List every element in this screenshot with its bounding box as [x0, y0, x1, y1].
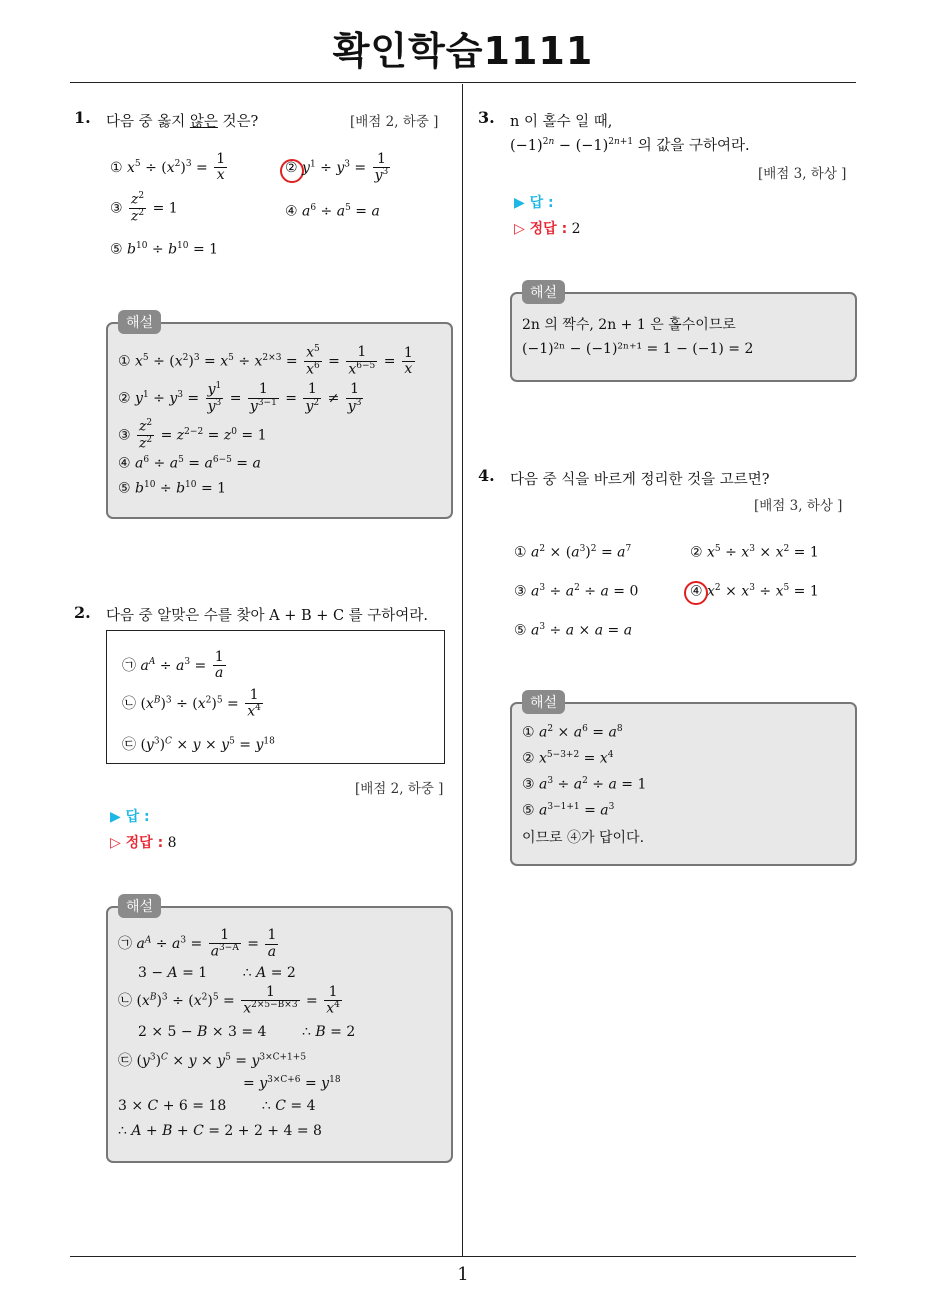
q3-question-line-2: $(-1)^{2n} - (-1)^{2n+1}$ 의 값을 구하여라. — [510, 137, 750, 154]
q2-meta: [배점 2, 하중 ] — [355, 781, 444, 797]
top-rule — [70, 82, 856, 83]
q1-option-3: ③ $\frac{z^2}{z^2}$ = 1 — [110, 191, 178, 225]
q2-question: 다음 중 알맞은 수를 찾아 A + B + C 를 구하여라. — [106, 608, 428, 624]
q3-meta: [배점 3, 하상 ] — [758, 166, 847, 182]
q1-option-2: ② $y^1 \div y^3$ = $\frac{1}{y^3}$ — [285, 151, 389, 185]
q1-sol-line-4: ④ $a^6 \div a^5 = a^{6-5} = a$ — [118, 455, 261, 472]
q2-condition-2: ㉡ $(x^B)^3 \div (x^2)^5$ = $\frac{1}{x^4}$ — [122, 687, 261, 721]
q4-option-4: ④ $x^2 \times x^3 \div x^5 = 1$ — [690, 583, 819, 600]
q3-solution-tag: 해설 — [522, 280, 565, 304]
q1-option-4: ④ $a^6 \div a^5 = a$ — [285, 203, 380, 220]
page-title: 확인학습1111 — [332, 29, 594, 73]
q1-sol-line-2: ② $y^1 \div y^3$ = $\frac{y^1}{y^3}$ = $\frac{1}{y^{3-1}}$ = $\frac{1}{y^2}$ ≠ $\frac{1}{y^3}$ — [118, 381, 362, 415]
q1-solution-tag: 해설 — [118, 310, 161, 334]
bottom-rule — [70, 1256, 856, 1257]
q1-sol-line-3: ③ $\frac{z^2}{z^2}$ = $z^{2-2} = z^0 = 1$ — [118, 418, 267, 452]
q4-sol-line-1: ① $a^2 \times a^6 = a^8$ — [522, 724, 623, 741]
q2-sol-line-2: 3 − A = 1 ∴ A = 2 — [138, 965, 296, 981]
q3-correct-answer: ▷ 정답 : 2 — [514, 221, 581, 237]
q4-sol-line-5: 이므로 ④가 답이다. — [522, 830, 645, 846]
q4-question: 다음 중 식을 바르게 정리한 것을 고르면? — [510, 472, 770, 488]
q1-sol-line-1: ① $x^5 \div (x^2)^3 = x^5 \div x^{2\times 3}$ = $\frac{x^5}{x^6}$ = $\frac{1}{x^{6-5}}$ = $\frac{1}{x}$ — [118, 344, 413, 378]
q4-solution-tag: 해설 — [522, 690, 565, 714]
q2-sol-line-5: ㉢ $(y^3)^C \times y \times y^5 = y^{3\times C+1+5}$ — [118, 1052, 307, 1069]
q3-question-line-1: n 이 홀수 일 때, — [510, 114, 613, 130]
q1-number: 1. — [74, 108, 91, 127]
q4-option-1: ① $a^2 \times (a^3)^2 = a^7$ — [514, 544, 632, 561]
q4-option-3: ③ $a^3 \div a^2 \div a = 0$ — [514, 583, 639, 600]
q1-question: 다음 중 옳지 않은 것은? — [106, 114, 259, 130]
q2-correct-answer: ▷ 정답 : 8 — [110, 835, 177, 851]
q4-option-5: ⑤ $a^3 \div a \times a = a$ — [514, 622, 633, 639]
q1-option-1: ① $x^5 \div (x^2)^3$ = $\frac{1}{x}$ — [110, 151, 226, 184]
q2-sol-line-6: = $y^{3\times C+6} = y^{18}$ — [243, 1075, 341, 1092]
q3-number: 3. — [478, 108, 495, 127]
q2-condition-3: ㉢ $(y^3)^C \times y \times y^5 = y^{18}$ — [122, 736, 275, 753]
q3-solution-box — [510, 292, 857, 382]
q4-meta: [배점 3, 하상 ] — [754, 498, 843, 514]
q2-sol-line-7: 3 × C + 6 = 18 ∴ C = 4 — [118, 1098, 316, 1114]
q2-sol-line-4: 2 × 5 − B × 3 = 4 ∴ B = 2 — [138, 1024, 356, 1040]
q2-solution-tag: 해설 — [118, 894, 161, 918]
q4-number: 4. — [478, 466, 495, 485]
q2-sol-line-8: ∴ A + B + C = 2 + 2 + 4 = 8 — [118, 1123, 322, 1139]
q1-meta: [배점 2, 하중 ] — [350, 114, 439, 130]
q1-option-5: ⑤ $b^{10} \div b^{10} = 1$ — [110, 241, 219, 258]
column-divider — [462, 84, 463, 1256]
q2-sol-line-1: ㉠ $a^A \div a^3$ = $\frac{1}{a^{3-A}}$ = $\frac{1}{a}$ — [118, 927, 277, 961]
q4-sol-line-2: ② $x^{5-3+2} = x^4$ — [522, 750, 614, 767]
q1-sol-line-5: ⑤ $b^{10} \div b^{10} = 1$ — [118, 480, 227, 497]
q3-sol-line-1: 2n 의 짝수, 2n + 1 은 홀수이므로 — [522, 317, 736, 333]
q4-option-2: ② $x^5 \div x^3 \times x^2 = 1$ — [690, 544, 819, 561]
q2-answer-label: ▶ 답 : — [110, 809, 150, 825]
q2-number: 2. — [74, 603, 91, 622]
page-number: 1 — [457, 1264, 469, 1285]
q3-sol-line-2: (−1)²ⁿ − (−1)²ⁿ⁺¹ = 1 − (−1) = 2 — [522, 341, 754, 357]
q2-sol-line-3: ㉡ $(x^B)^3 \div (x^2)^5$ = $\frac{1}{x^{2\times 5-B\times 3}}$ = $\frac{1}{x^4}$ — [118, 984, 340, 1018]
q4-sol-line-4: ⑤ $a^{3-1+1} = a^3$ — [522, 802, 615, 819]
q4-sol-line-3: ③ $a^3 \div a^2 \div a = 1$ — [522, 776, 647, 793]
q2-condition-1: ㉠ $a^A \div a^3$ = $\frac{1}{a}$ — [122, 649, 224, 682]
q3-answer-label: ▶ 답 : — [514, 195, 554, 211]
